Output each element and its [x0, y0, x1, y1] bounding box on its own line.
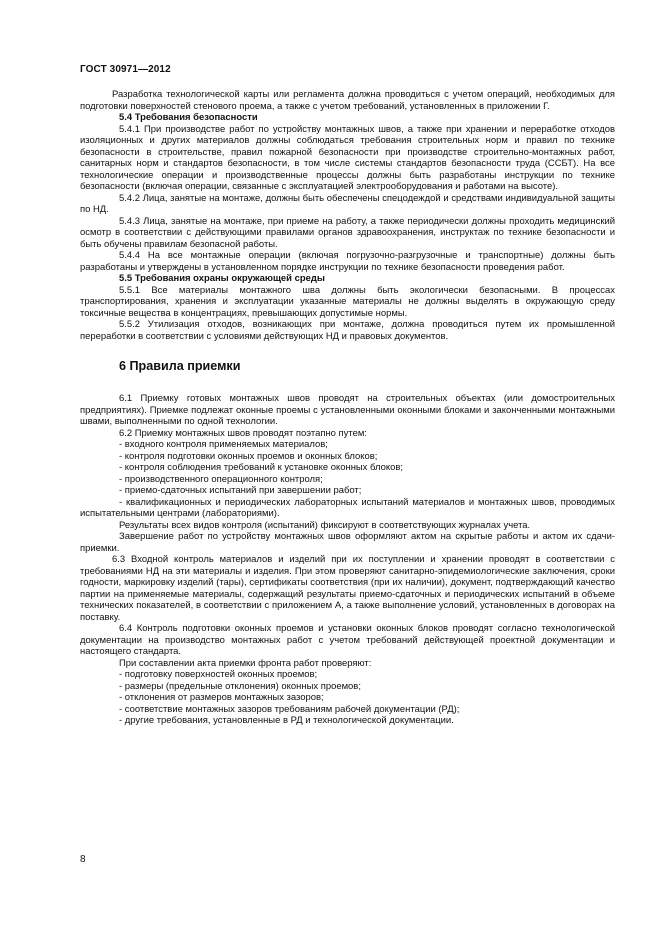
- subheading-5-5: 5.5 Требования охраны окружающей среды: [119, 273, 325, 284]
- subheading-5-4: 5.4 Требования безопасности: [119, 112, 258, 123]
- list-item: - другие требования, установленные в РД и технологической документации.: [119, 715, 454, 726]
- page-number: 8: [80, 854, 86, 865]
- list-item: - соответствие монтажных зазоров требованиям рабочей документации (РД);: [119, 703, 460, 715]
- paragraph-intro: Разработка технологической карты или регламента должна проводиться с учетом операций, необходимых для подготовки поверхностей стенового проема, а также с учетом требований, установленных в приложении Г.: [80, 89, 615, 112]
- paragraph-act: При составлении акта приемки фронта работ проверяют:: [119, 657, 372, 669]
- document-header: ГОСТ 30971—2012: [80, 64, 171, 75]
- paragraph-6-4: 6.4 Контроль подготовки оконных проемов и установки оконных блоков проводят согласно технологической документации на производство монтажных работ с учетом требований действующей проектной документации и настоящего стандарта.: [80, 623, 615, 657]
- list-item: - входного контроля применяемых материалов;: [119, 439, 328, 450]
- list-item: - квалификационных и периодических лабораторных испытаний материалов и монтажных швов, проводимых испытательными центрами (лабораториями).: [80, 496, 615, 519]
- list-item: - контроля подготовки оконных проемов и оконных блоков;: [119, 450, 378, 462]
- list-item: - производственного операционного контроля;: [119, 473, 323, 485]
- paragraph-6-1: 6.1 Приемку готовых монтажных швов проводят на строительных объектах (или домостроительных предприятиях). Приемке подлежат оконные проемы с установленными оконными блоками и законченными монтажными швами, выполненными по одной технологии.: [80, 393, 615, 427]
- paragraph-completion: Завершение работ по устройству монтажных швов оформляют актом на скрытые работы и актом их сдачи-приемки.: [80, 531, 615, 554]
- paragraph-5-4-2: 5.4.2 Лица, занятые на монтаже, должны быть обеспечены спецодеждой и средствами индивидуальной защиты по НД.: [80, 192, 615, 215]
- list-item: - подготовку поверхностей оконных проемов;: [119, 669, 318, 680]
- paragraph-6-3: 6.3 Входной контроль материалов и изделий при их поступлении и хранении проводят в соответствии с требованиями НД на эти материалы и изделия. При этом проверяют санитарно-эпидемиологические заключения, сроки годности, маркировку изделий (тары), сертификаты соответствия (при их наличии), документ, подтверждающий качество партии на применяемые материалы, содержащий результаты приемо-сдаточных и периодических испытаний в объеме технических показателей, в соответствии с приложением А, а также выполнение условий, установленных в договорах на поставку.: [80, 554, 615, 623]
- document-body: [80, 89, 615, 727]
- paragraph-5-5-2: 5.5.2 Утилизация отходов, возникающих при монтаже, должна проводиться путем их промышленной переработки в соответствии с условиями действующих НД и правовых документов.: [80, 319, 615, 342]
- paragraph-5-4-1: 5.4.1 При производстве работ по устройству монтажных швов, а также при хранении и переработке отходов изоляционных и других материалов должны соблюдаться требования строительных норм и правил по технике безопасности в строительстве, правил пожарной безопасности при производстве строительно-монтажных работ, санитарных норм и стандартов безопасности, в том числе системы стандартов безопасности труда (ССБТ). На все технологические операции и производственные процессы должны быть разработаны инструкции по технике безопасности (включая операции, связанные с эксплуатацией электрооборудования и работами на высоте).: [80, 123, 615, 192]
- section-6-title: 6 Правила приемки: [119, 359, 241, 373]
- list-item: - размеры (предельные отклонения) оконных проемов;: [119, 680, 361, 692]
- list-item: - отклонения от размеров монтажных зазоров;: [119, 692, 324, 703]
- list-item: - контроля соблюдения требований к установке оконных блоков;: [119, 462, 403, 473]
- paragraph-6-2: 6.2 Приемку монтажных швов проводят поэтапно путем:: [119, 427, 367, 439]
- paragraph-5-4-3: 5.4.3 Лица, занятые на монтаже, при приеме на работу, а также периодически должны проходить медицинский осмотр в соответствии с действующими правилами органов здравоохранения, инструктаж по технике безопасности и быть обучены правилам безопасной работы.: [80, 215, 615, 250]
- paragraph-5-4-4: 5.4.4 На все монтажные операции (включая погрузочно-разгрузочные и транспортные) должны быть разработаны и утверждены в установленном порядке инструкции по технике безопасности проведения работ.: [80, 250, 615, 273]
- list-item: - приемо-сдаточных испытаний при завершении работ;: [119, 485, 362, 496]
- paragraph-5-5-1: 5.5.1 Все материалы монтажного шва должны быть экологически безопасными. В процессах транспортирования, хранения и эксплуатации указанные материалы не должны выделять в окружающую среду токсичные вещества в концентрациях, превышающих допустимые нормы.: [80, 284, 615, 319]
- paragraph-results: Результаты всех видов контроля (испытаний) фиксируют в соответствующих журналах учета.: [119, 519, 531, 531]
